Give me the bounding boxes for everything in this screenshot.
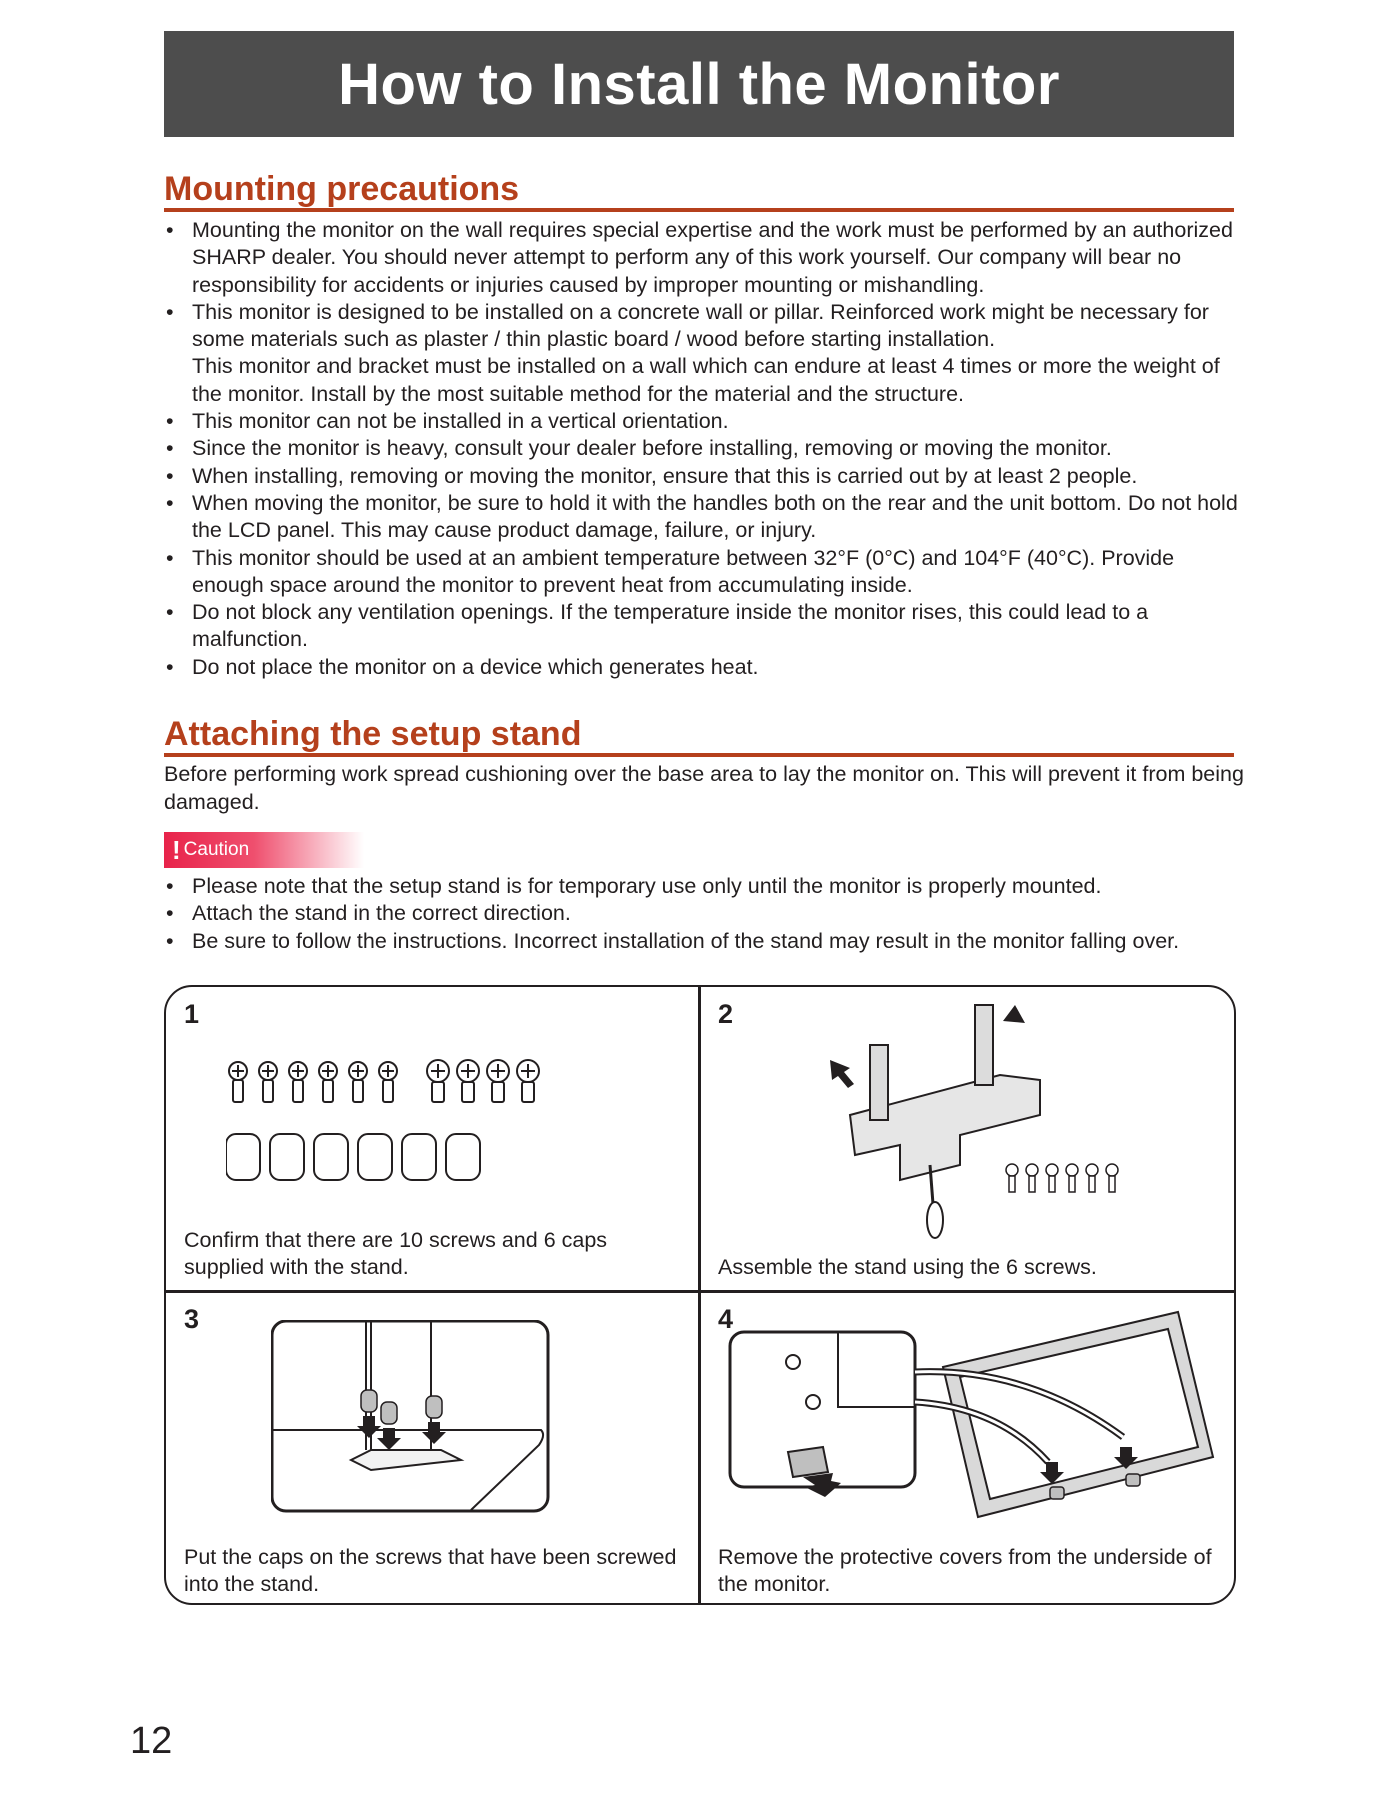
step-number: 4 <box>718 1304 734 1334</box>
step-caption: Confirm that there are 10 screws and 6 caps supplied with the stand. <box>184 1228 608 1279</box>
attaching-stand-heading: Attaching the setup stand <box>164 715 1234 757</box>
list-item: • This monitor can not be installed in a vertical orientation. <box>164 408 1244 435</box>
caution-label <box>164 832 364 868</box>
screw-icon <box>229 1062 247 1102</box>
step-number: 1 <box>184 999 200 1029</box>
caps-on-screws-illustration <box>271 1320 551 1514</box>
exclamation-icon: ! <box>172 835 181 865</box>
step-2 <box>700 987 1236 1290</box>
list-item: • When installing, removing or moving the monitor, ensure that this is carried out by at least 2 people. <box>164 463 1244 490</box>
step-4 <box>700 1292 1236 1605</box>
list-item: • Be sure to follow the instructions. Incorrect installation of the stand may result in the monitor falling over. <box>164 928 1244 955</box>
list-item: • When moving the monitor, be sure to hold it with the handles both on the rear and the unit bottom. Do not hold the LCD panel. This may cause product damage, failure, or injury. <box>164 490 1244 545</box>
remove-covers-illustration <box>728 1307 1228 1527</box>
list-item: • Since the monitor is heavy, consult your dealer before installing, removing or moving the monitor. <box>164 435 1244 462</box>
list-item: • This monitor should be used at an ambient temperature between 32°F (0°C) and 104°F (40°C). Provide enough space around the monitor to prevent heat from accumulating inside. <box>164 545 1244 600</box>
list-item: • Mounting the monitor on the wall requires special expertise and the work must be performed by an authorized SHARP dealer. You should never attempt to perform any of this work yourself. Our company will bear no responsibility for accidents or injuries caused by improper mounting or mishandling. <box>164 217 1244 299</box>
caution-list <box>164 873 1244 955</box>
list-item: • Do not block any ventilation openings. If the temperature inside the monitor rises, this could lead to a malfunction. <box>164 599 1244 654</box>
list-item: • Do not place the monitor on a device which generates heat. <box>164 654 1244 681</box>
caution-text: Caution <box>183 839 250 860</box>
list-item-subtext: This monitor and bracket must be installed on a wall which can endure at least 4 times or more the weight of the monitor. Install by the most suitable method for the material and the structure. <box>192 354 1220 406</box>
stand-assembly-illustration <box>810 995 1170 1245</box>
stand-intro-text: Before performing work spread cushioning over the base area to lay the monitor on. This will prevent it from being damaged. <box>164 762 1244 814</box>
list-item: • Attach the stand in the correct direction. <box>164 900 1244 927</box>
step-3 <box>166 1292 698 1605</box>
step-number: 3 <box>184 1304 200 1334</box>
mounting-precautions-list <box>164 217 1244 681</box>
page-title: How to Install the Monitor <box>338 51 1060 117</box>
step-caption: Remove the protective covers from the underside of the monitor. <box>718 1545 1212 1596</box>
list-item-text: This monitor is designed to be installed on a concrete wall or pillar. Reinforced work might be necessary for some materials such as plaster / thin plastic board / wood before starting installation. <box>192 299 1209 352</box>
list-item: • Please note that the setup stand is for temporary use only until the monitor is properly mounted. <box>164 873 1244 900</box>
mounting-precautions-heading: Mounting precautions <box>164 170 1234 212</box>
title-bar <box>164 31 1234 137</box>
screws-and-caps-illustration <box>226 1059 626 1189</box>
step-number: 2 <box>718 999 734 1029</box>
step-caption: Put the caps on the screws that have been screwed into the stand. <box>184 1545 677 1596</box>
list-item <box>164 299 1244 408</box>
step-caption: Assemble the stand using the 6 screws. <box>718 1255 1097 1279</box>
step-1 <box>166 987 698 1290</box>
page-number: 12 <box>130 1720 173 1762</box>
steps-grid <box>164 985 1236 1605</box>
